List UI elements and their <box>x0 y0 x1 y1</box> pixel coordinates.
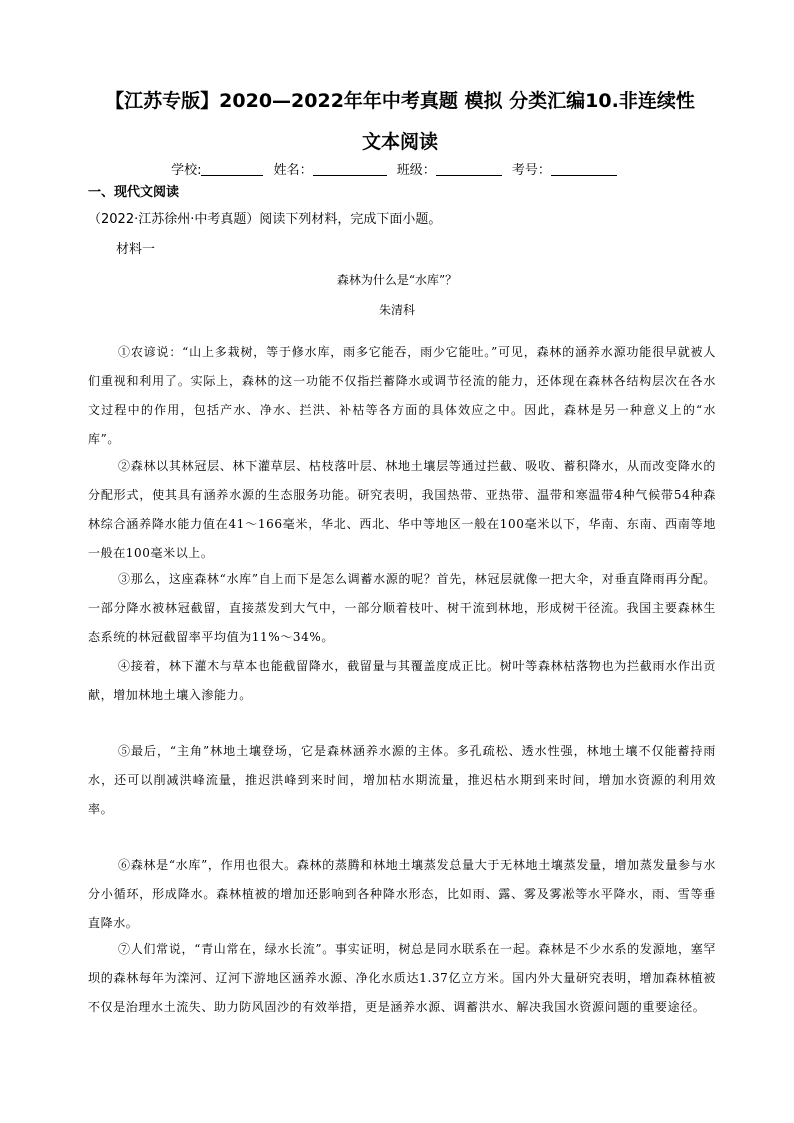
article-paragraph-4: ④接着，林下灌木与草本也能截留降水，截留量与其覆盖度成正比。树叶等森林枯落物也为拦截雨水作出贡献，增加林地土壤入渗能力。 <box>88 659 716 702</box>
class-label: 班级： <box>396 163 436 178</box>
article-paragraph-3: ③那么，这座森林“水库”自上而下是怎么调蓄水源的呢？首先，林冠层就像一把大伞，对垂直降雨再分配。一部分降水被林冠截留，直接蒸发到大气中，一部分顺着枝叶、树干流到林地，形成树干径流。我国主要森林生态系统的林冠截留率平均值为11%～34%。 <box>88 572 716 644</box>
class-blank[interactable] <box>436 161 502 176</box>
material-label: 材料一 <box>116 242 156 257</box>
article-paragraph-1: ①农谚说：“山上多栽树，等于修水库，雨多它能吞，雨少它能吐。”可见，森林的涵养水源功能很早就被人们重视和利用了。实际上，森林的这一功能不仅指拦蓄降水或调节径流的能力，还体现在森林各结构层次在各水文过程中的作用，包括产水、净水、拦洪、补枯等各方面的具体效应之中。因此，森林是另一种意义上的“水库”。 <box>88 345 716 446</box>
article-paragraph-6: ⑥森林是“水库”，作用也很大。森林的蒸腾和林地土壤蒸发总量大于无林地土壤蒸发量，增加蒸发量参与水分小循环，形成降水。森林植被的增加还影响到各种降水形态，比如雨、露、雾及雾凇等水平降水，雨、雪等垂直降水。 <box>88 858 716 930</box>
name-label: 姓名： <box>273 163 313 178</box>
name-blank[interactable] <box>313 161 387 176</box>
article-paragraph-2: ②森林以其林冠层、林下灌草层、枯枝落叶层、林地土壤层等通过拦截、吸收、蓄积降水，从而改变降水的分配形式，使其具有涵养水源的生态服务功能。研究表明，我国热带、亚热带、温带和寒温带4种气候带54种森林综合涵养降水能力值在41～166毫米，华北、西北、华中等地区一般在100毫米以下，华南、东南、西南等地一般在100毫米以上。 <box>88 459 716 560</box>
article-author: 朱清科 <box>378 303 415 317</box>
exam-no-blank[interactable] <box>551 161 617 176</box>
school-blank[interactable] <box>201 161 263 176</box>
article-paragraph-5: ⑤最后，“主角”林地土壤登场，它是森林涵养水源的主体。多孔疏松、透水性强，林地土壤不仅能蓄持雨水，还可以削减洪峰流量，推迟洪峰到来时间，增加枯水期流量，推迟枯水期到来时间，增加水资源的利用效率。 <box>88 744 716 816</box>
document-title-line1: 【江苏专版】2020—2022年年中考真题 模拟 分类汇编10.非连续性 <box>105 90 695 112</box>
article-paragraph-7: ⑦人们常说，“青山常在，绿水长流”。事实证明，树总是同水联系在一起。森林是不少水系的发源地，塞罕坝的森林每年为滦河、辽河下游地区涵养水源、净化水质达1.37亿立方米。国内外大量研究表明，增加森林植被不仅是治理水土流失、助力防风固沙的有效举措，更是涵养水源、调蓄洪水、解决我国水资源问题的重要途径。 <box>88 942 716 1014</box>
article-title: 森林为什么是“水库”？ <box>336 273 458 287</box>
section-heading: 一、现代文阅读 <box>88 185 180 200</box>
question-source: （2022·江苏徐州·中考真题）阅读下列材料，完成下面小题。 <box>88 212 442 227</box>
student-info-line <box>0 159 794 178</box>
exam-no-label: 考号： <box>511 163 551 178</box>
document-title-line2: 文本阅读 <box>361 131 438 153</box>
school-label: 学校: <box>171 163 202 178</box>
